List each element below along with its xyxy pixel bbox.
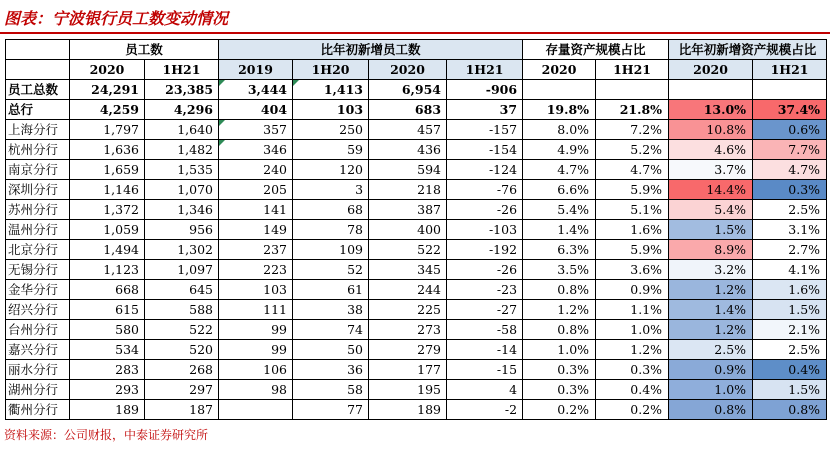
new-staff-1h20: 109: [293, 240, 369, 260]
new-staff-1h21: -192: [447, 240, 523, 260]
col-header: 2020: [669, 60, 753, 80]
new-staff-2019: 205: [219, 180, 293, 200]
table-row: [6, 80, 827, 100]
staff-2020: 668: [70, 280, 145, 300]
staff-2020: 24,291: [70, 80, 145, 100]
new-asset-share-1h21: 4.1%: [753, 260, 827, 280]
new-asset-share-2020: 14.4%: [669, 180, 753, 200]
new-staff-1h20: 59: [293, 140, 369, 160]
new-staff-1h20: 77: [293, 400, 369, 420]
new-staff-1h21: -23: [447, 280, 523, 300]
new-staff-2019: 237: [219, 240, 293, 260]
asset-share-1h21: 1.1%: [596, 300, 669, 320]
staff-2020: 4,259: [70, 100, 145, 120]
new-asset-share-2020: 0.9%: [669, 360, 753, 380]
new-staff-1h21: -103: [447, 220, 523, 240]
new-staff-1h21: -27: [447, 300, 523, 320]
asset-share-1h21: 0.9%: [596, 280, 669, 300]
branch-name: 无锡分行: [6, 260, 70, 280]
group-header-new-asset-share: 比年初新增资产规模占比: [669, 40, 827, 60]
new-asset-share-2020: 1.0%: [669, 380, 753, 400]
table-row: [6, 220, 827, 240]
branch-name: 深圳分行: [6, 180, 70, 200]
asset-share-2020: 1.0%: [523, 340, 596, 360]
asset-share-2020: 3.5%: [523, 260, 596, 280]
new-asset-share-2020: 3.2%: [669, 260, 753, 280]
new-asset-share-2020: 0.8%: [669, 400, 753, 420]
group-header-new-staff: 比年初新增员工数: [219, 40, 523, 60]
new-asset-share-1h21: 2.5%: [753, 340, 827, 360]
asset-share-1h21: 4.7%: [596, 160, 669, 180]
header-row-periods: [6, 60, 827, 80]
staff-1h21: 956: [145, 220, 219, 240]
new-asset-share-2020: 1.4%: [669, 300, 753, 320]
col-header: 2020: [70, 60, 145, 80]
new-staff-1h21: -157: [447, 120, 523, 140]
table-row: [6, 400, 827, 420]
table-row: [6, 140, 827, 160]
branch-name: 员工总数: [6, 80, 70, 100]
asset-share-1h21: 1.0%: [596, 320, 669, 340]
new-asset-share-1h21: 2.1%: [753, 320, 827, 340]
asset-share-1h21: 0.3%: [596, 360, 669, 380]
new-staff-1h20: 250: [293, 120, 369, 140]
branch-name: 湖州分行: [6, 380, 70, 400]
new-staff-2020: 457: [369, 120, 447, 140]
asset-share-2020: 8.0%: [523, 120, 596, 140]
new-staff-2020: 522: [369, 240, 447, 260]
branch-name: 丽水分行: [6, 360, 70, 380]
new-asset-share-1h21: 1.5%: [753, 380, 827, 400]
new-staff-2019: 3,444: [219, 80, 293, 100]
staff-1h21: 1,640: [145, 120, 219, 140]
new-asset-share-1h21: 1.5%: [753, 300, 827, 320]
new-asset-share-2020: 8.9%: [669, 240, 753, 260]
branch-name: 总行: [6, 100, 70, 120]
staff-1h21: 1,070: [145, 180, 219, 200]
new-asset-share-2020: 10.8%: [669, 120, 753, 140]
branch-name: 绍兴分行: [6, 300, 70, 320]
asset-share-2020: 6.6%: [523, 180, 596, 200]
staff-2020: 1,659: [70, 160, 145, 180]
staff-2020: 1,123: [70, 260, 145, 280]
branch-name: 上海分行: [6, 120, 70, 140]
new-staff-1h20: 78: [293, 220, 369, 240]
new-asset-share-2020: 13.0%: [669, 100, 753, 120]
group-header-staff: 员工数: [70, 40, 219, 60]
asset-share-2020: 6.3%: [523, 240, 596, 260]
new-staff-1h20: 103: [293, 100, 369, 120]
new-staff-2019: 98: [219, 380, 293, 400]
staff-2020: 1,494: [70, 240, 145, 260]
new-staff-1h20: 58: [293, 380, 369, 400]
staff-1h21: 1,482: [145, 140, 219, 160]
col-header: 1H21: [753, 60, 827, 80]
staff-1h21: 1,302: [145, 240, 219, 260]
staff-1h21: 23,385: [145, 80, 219, 100]
table-row: [6, 100, 827, 120]
new-staff-1h20: 3: [293, 180, 369, 200]
table-row: [6, 380, 827, 400]
new-staff-2020: 6,954: [369, 80, 447, 100]
branch-name: 南京分行: [6, 160, 70, 180]
branch-name: 嘉兴分行: [6, 340, 70, 360]
new-staff-2019: 346: [219, 140, 293, 160]
asset-share-1h21: 1.2%: [596, 340, 669, 360]
title-rule: [0, 32, 830, 34]
new-staff-1h21: -58: [447, 320, 523, 340]
staff-1h21: 522: [145, 320, 219, 340]
branch-name: 苏州分行: [6, 200, 70, 220]
table-row: [6, 360, 827, 380]
new-staff-2019: 240: [219, 160, 293, 180]
asset-share-1h21: 21.8%: [596, 100, 669, 120]
new-staff-2020: 218: [369, 180, 447, 200]
new-asset-share-1h21: 7.7%: [753, 140, 827, 160]
new-staff-2019: 223: [219, 260, 293, 280]
new-asset-share-1h21: 0.8%: [753, 400, 827, 420]
new-staff-1h20: 68: [293, 200, 369, 220]
asset-share-2020: 4.9%: [523, 140, 596, 160]
asset-share-1h21: 1.6%: [596, 220, 669, 240]
new-staff-1h21: -26: [447, 260, 523, 280]
new-asset-share-2020: 2.5%: [669, 340, 753, 360]
col-header: 1H20: [293, 60, 369, 80]
staff-1h21: 1,346: [145, 200, 219, 220]
asset-share-1h21: [596, 80, 669, 100]
new-staff-1h20: 61: [293, 280, 369, 300]
new-staff-1h20: 52: [293, 260, 369, 280]
asset-share-2020: 1.2%: [523, 300, 596, 320]
new-asset-share-1h21: 0.4%: [753, 360, 827, 380]
new-staff-2019: [219, 400, 293, 420]
staff-1h21: 4,296: [145, 100, 219, 120]
new-asset-share-2020: 4.6%: [669, 140, 753, 160]
new-staff-2019: 106: [219, 360, 293, 380]
staff-1h21: 645: [145, 280, 219, 300]
new-staff-2019: 103: [219, 280, 293, 300]
asset-share-1h21: 0.2%: [596, 400, 669, 420]
new-staff-1h21: -124: [447, 160, 523, 180]
new-staff-2019: 111: [219, 300, 293, 320]
new-staff-1h21: -15: [447, 360, 523, 380]
new-staff-2019: 357: [219, 120, 293, 140]
new-asset-share-1h21: 0.3%: [753, 180, 827, 200]
staff-2020: 534: [70, 340, 145, 360]
new-asset-share-2020: 1.2%: [669, 320, 753, 340]
asset-share-1h21: 7.2%: [596, 120, 669, 140]
table-row: [6, 200, 827, 220]
new-staff-2020: 436: [369, 140, 447, 160]
asset-share-1h21: 0.4%: [596, 380, 669, 400]
new-asset-share-2020: 1.5%: [669, 220, 753, 240]
staff-1h21: 297: [145, 380, 219, 400]
staff-1h21: 268: [145, 360, 219, 380]
staff-2020: 580: [70, 320, 145, 340]
staff-2020: 1,797: [70, 120, 145, 140]
new-staff-2019: 141: [219, 200, 293, 220]
new-staff-1h21: 4: [447, 380, 523, 400]
asset-share-2020: 19.8%: [523, 100, 596, 120]
new-staff-2020: 273: [369, 320, 447, 340]
asset-share-2020: 0.8%: [523, 320, 596, 340]
new-staff-2020: 244: [369, 280, 447, 300]
col-header: 2019: [219, 60, 293, 80]
asset-share-1h21: 5.2%: [596, 140, 669, 160]
col-header: 1H21: [447, 60, 523, 80]
asset-share-1h21: 5.9%: [596, 180, 669, 200]
staff-1h21: 187: [145, 400, 219, 420]
table-row: [6, 240, 827, 260]
source-note: 资料来源：公司财报，中泰证券研究所: [4, 428, 209, 442]
branch-name: 衢州分行: [6, 400, 70, 420]
col-header: 2020: [523, 60, 596, 80]
title-bar: [0, 0, 830, 33]
staff-2020: 1,146: [70, 180, 145, 200]
table-row: [6, 320, 827, 340]
col-header: 1H21: [145, 60, 219, 80]
new-asset-share-1h21: 3.1%: [753, 220, 827, 240]
new-staff-1h20: 38: [293, 300, 369, 320]
new-staff-1h20: 1,413: [293, 80, 369, 100]
corner-cell: [6, 40, 70, 60]
table-row: [6, 280, 827, 300]
new-staff-2020: 387: [369, 200, 447, 220]
new-staff-1h21: -76: [447, 180, 523, 200]
staff-2020: 1,636: [70, 140, 145, 160]
table-row: [6, 120, 827, 140]
asset-share-2020: [523, 80, 596, 100]
new-staff-1h20: 74: [293, 320, 369, 340]
corner-cell-2: [6, 60, 70, 80]
new-staff-2020: 400: [369, 220, 447, 240]
new-staff-1h20: 36: [293, 360, 369, 380]
table-row: [6, 300, 827, 320]
new-asset-share-1h21: 2.7%: [753, 240, 827, 260]
page-title: 图表：宁波银行员工数变动情况: [4, 9, 229, 28]
new-staff-1h21: -14: [447, 340, 523, 360]
new-staff-1h21: -154: [447, 140, 523, 160]
staff-1h21: 1,097: [145, 260, 219, 280]
new-staff-2019: 149: [219, 220, 293, 240]
new-staff-1h21: -906: [447, 80, 523, 100]
branch-name: 台州分行: [6, 320, 70, 340]
new-staff-1h21: 37: [447, 100, 523, 120]
new-asset-share-1h21: 2.5%: [753, 200, 827, 220]
branch-name: 杭州分行: [6, 140, 70, 160]
new-staff-2020: 279: [369, 340, 447, 360]
asset-share-2020: 0.8%: [523, 280, 596, 300]
staff-1h21: 520: [145, 340, 219, 360]
col-header: 1H21: [596, 60, 669, 80]
staff-2020: 1,372: [70, 200, 145, 220]
new-staff-2020: 225: [369, 300, 447, 320]
asset-share-2020: 0.2%: [523, 400, 596, 420]
new-staff-2020: 177: [369, 360, 447, 380]
staff-change-table: [5, 39, 827, 420]
new-asset-share-1h21: 0.6%: [753, 120, 827, 140]
asset-share-2020: 5.4%: [523, 200, 596, 220]
asset-share-2020: 0.3%: [523, 380, 596, 400]
new-staff-2020: 345: [369, 260, 447, 280]
new-asset-share-1h21: [753, 80, 827, 100]
staff-2020: 615: [70, 300, 145, 320]
branch-name: 金华分行: [6, 280, 70, 300]
table-row: [6, 340, 827, 360]
new-staff-2020: 189: [369, 400, 447, 420]
new-staff-1h21: -26: [447, 200, 523, 220]
new-asset-share-2020: 3.7%: [669, 160, 753, 180]
header-row-groups: [6, 40, 827, 60]
asset-share-2020: 1.4%: [523, 220, 596, 240]
table-row: [6, 180, 827, 200]
new-staff-2019: 99: [219, 340, 293, 360]
table-row: [6, 160, 827, 180]
new-asset-share-1h21: 37.4%: [753, 100, 827, 120]
new-asset-share-2020: 1.2%: [669, 280, 753, 300]
asset-share-1h21: 5.1%: [596, 200, 669, 220]
asset-share-2020: 4.7%: [523, 160, 596, 180]
new-asset-share-2020: 5.4%: [669, 200, 753, 220]
table-body: [6, 80, 827, 420]
new-staff-1h21: -2: [447, 400, 523, 420]
new-staff-1h20: 120: [293, 160, 369, 180]
group-header-asset-share: 存量资产规模占比: [523, 40, 669, 60]
staff-2020: 189: [70, 400, 145, 420]
staff-1h21: 588: [145, 300, 219, 320]
branch-name: 温州分行: [6, 220, 70, 240]
new-staff-2019: 404: [219, 100, 293, 120]
new-asset-share-2020: [669, 80, 753, 100]
staff-2020: 293: [70, 380, 145, 400]
new-asset-share-1h21: 1.6%: [753, 280, 827, 300]
new-staff-1h20: 50: [293, 340, 369, 360]
table-row: [6, 260, 827, 280]
new-staff-2019: 99: [219, 320, 293, 340]
new-staff-2020: 683: [369, 100, 447, 120]
new-staff-2020: 594: [369, 160, 447, 180]
staff-2020: 283: [70, 360, 145, 380]
staff-2020: 1,059: [70, 220, 145, 240]
staff-1h21: 1,535: [145, 160, 219, 180]
branch-name: 北京分行: [6, 240, 70, 260]
asset-share-1h21: 5.9%: [596, 240, 669, 260]
asset-share-1h21: 3.6%: [596, 260, 669, 280]
new-asset-share-1h21: 4.7%: [753, 160, 827, 180]
new-staff-2020: 195: [369, 380, 447, 400]
col-header: 2020: [369, 60, 447, 80]
asset-share-2020: 0.3%: [523, 360, 596, 380]
